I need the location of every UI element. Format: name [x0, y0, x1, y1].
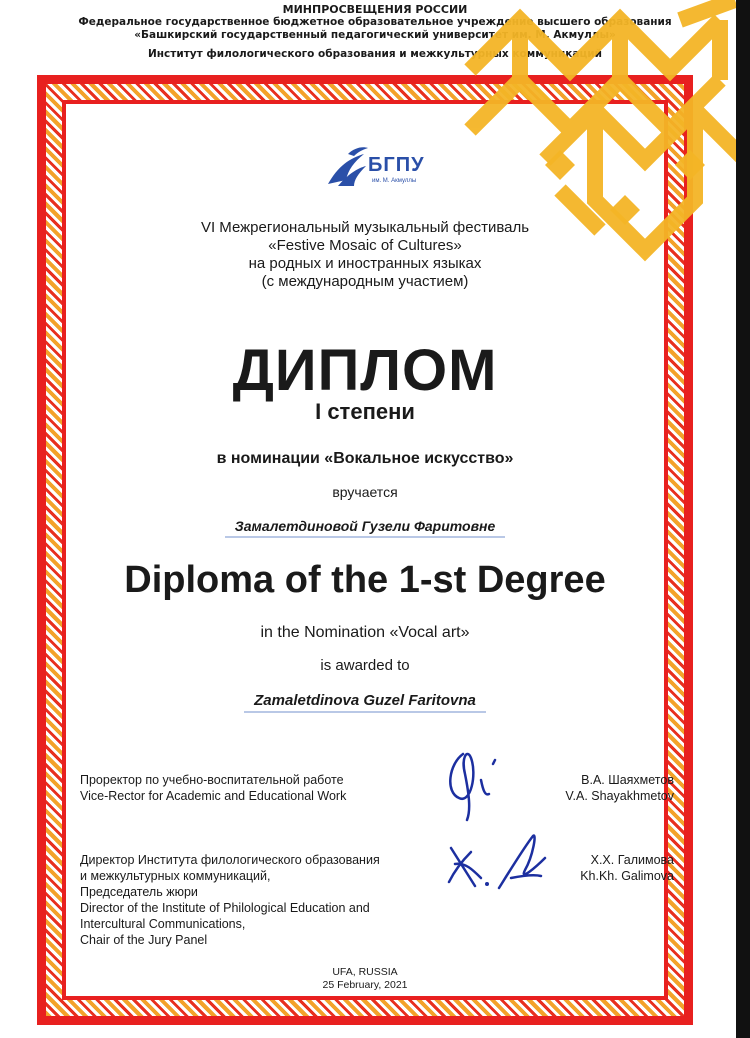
- recipient-name-ru: [66, 518, 664, 538]
- awarded-ru: вручается: [332, 484, 398, 500]
- university-name-line: «Башкирский государственный педагогический университет им. М. Акмуллы»: [134, 29, 616, 41]
- place: UFA, RUSSIA: [332, 966, 398, 978]
- nomination-en: in the Nomination «Vocal art»: [260, 624, 470, 641]
- signatory-2-position-line-4: Director of the Institute of Philological Education and: [80, 901, 370, 915]
- signatory-2-position-line-3: Председатель жюри: [80, 885, 198, 899]
- signatory-1-position-ru: Проректор по учебно-воспитательной работе: [80, 773, 344, 787]
- signatory-2-position-line-5: Intercultural Communications,: [80, 917, 246, 931]
- scan-edge: [736, 0, 750, 1038]
- festival-line-4: (с международным участием): [261, 273, 469, 290]
- recipient-name-ru-text: Замалетдиновой Гузели Фаритовне: [225, 518, 506, 538]
- signatory-1-name: [565, 772, 674, 804]
- signatory-2-position: [80, 852, 380, 948]
- signatory-2-position-line-2: и межкультурных коммуникаций,: [80, 869, 271, 883]
- recipient-name-en: [66, 692, 664, 713]
- signatory-1-position: [80, 772, 346, 804]
- signatory-1-name-en: V.A. Shayakhmetov: [565, 789, 674, 803]
- festival-line-3: на родных и иностранных языках: [248, 255, 482, 272]
- recipient-name-en-text: Zamaletdinova Guzel Faritovna: [244, 692, 486, 713]
- signature-1: [441, 744, 521, 824]
- signatory-2-position-line-1: Директор Института филологического образования: [80, 853, 380, 867]
- degree-ru: I степени: [315, 399, 415, 424]
- date: 25 February, 2021: [322, 979, 408, 991]
- logo-text: БГПУ: [368, 154, 425, 176]
- awarded-en: is awarded to: [320, 657, 410, 674]
- festival-line-1: VI Межрегиональный музыкальный фестиваль: [200, 219, 530, 236]
- institution-type-line: Федеральное государственное бюджетное образовательное учреждение высшего образования: [78, 16, 672, 28]
- diploma-title-ru: ДИПЛОМ: [232, 338, 498, 403]
- institute-line: Институт филологического образования и межкультурных коммуникаций: [147, 48, 603, 60]
- signatory-1-name-ru: В.А. Шаяхметов: [581, 773, 674, 787]
- logo-subtext: им. М. Акмуллы: [372, 178, 417, 184]
- signatory-1-position-en: Vice-Rector for Academic and Educational Work: [80, 789, 347, 803]
- ministry-line: МИНПРОСВЕЩЕНИЯ РОССИИ: [282, 3, 468, 16]
- festival-title: [66, 219, 664, 291]
- festival-line-2: «Festive Mosaic of Cultures»: [268, 237, 462, 254]
- signatory-2-name-en: Kh.Kh. Galimova: [580, 869, 674, 883]
- signature-2: [441, 826, 571, 896]
- nomination-ru: в номинации «Вокальное искусство»: [216, 450, 514, 467]
- university-logo: [324, 144, 434, 190]
- diploma-content: [66, 104, 674, 996]
- diploma-title-en: Diploma of the 1-st Degree: [124, 559, 606, 601]
- signatory-2-name: [580, 852, 674, 884]
- signatory-2-name-ru: Х.Х. Галимова: [590, 853, 674, 867]
- place-and-date: [66, 966, 664, 992]
- signatory-2-position-line-6: Chair of the Jury Panel: [80, 933, 208, 947]
